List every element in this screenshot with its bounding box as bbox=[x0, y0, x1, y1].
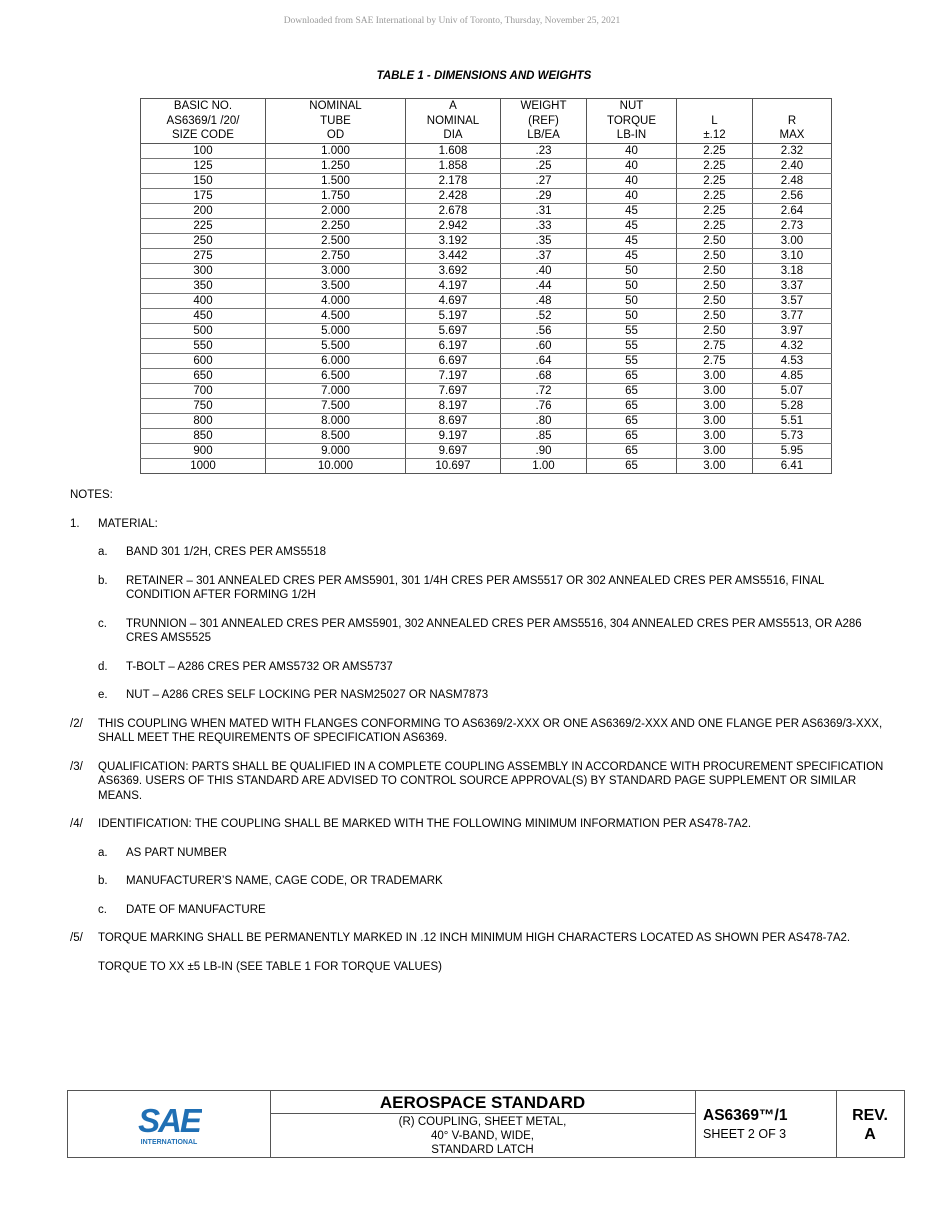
table-row bbox=[141, 338, 832, 353]
table-cell: 50 bbox=[587, 278, 677, 293]
note-number: /4/ bbox=[70, 818, 83, 830]
document-number-cell bbox=[695, 1091, 837, 1157]
table-cell: 8.197 bbox=[406, 398, 501, 413]
title-center-cell bbox=[270, 1091, 696, 1157]
table-cell: 850 bbox=[141, 428, 266, 443]
table-cell: 40 bbox=[587, 158, 677, 173]
table-row bbox=[141, 428, 832, 443]
column-header-line bbox=[677, 99, 752, 114]
note-text: THIS COUPLING WHEN MATED WITH FLANGES CONFORMING TO AS6369/2-XXX OR ONE AS6369/2-XXX AND ONE FLANGE PER AS6369/3-XXX, SHALL MEET THE REQUIREMENTS OF SPECIFICATION AS6369. bbox=[98, 717, 883, 744]
document-number: AS6369™/1 bbox=[703, 1107, 788, 1124]
table-cell: 65 bbox=[587, 443, 677, 458]
table-cell: 3.57 bbox=[753, 293, 832, 308]
table-cell: 700 bbox=[141, 383, 266, 398]
sae-logo-icon bbox=[136, 1102, 202, 1148]
note-subitem bbox=[98, 574, 890, 603]
table-cell: 7.000 bbox=[266, 383, 406, 398]
subitem-text: NUT – A286 CRES SELF LOCKING PER NASM25027 OR NASM7873 bbox=[126, 689, 489, 701]
table-cell: 1.00 bbox=[501, 458, 587, 473]
table-cell: 300 bbox=[141, 263, 266, 278]
standard-heading: AEROSPACE STANDARD bbox=[270, 1091, 695, 1114]
table-cell: 750 bbox=[141, 398, 266, 413]
table-cell: 2.750 bbox=[266, 248, 406, 263]
column-header-line: LB/EA bbox=[527, 129, 560, 141]
note-item bbox=[70, 760, 890, 804]
table-cell: 5.197 bbox=[406, 308, 501, 323]
table-cell: .27 bbox=[501, 173, 587, 188]
table-cell: 65 bbox=[587, 428, 677, 443]
column-header-line: AS6369/1 /20/ bbox=[166, 114, 240, 127]
table-cell: .37 bbox=[501, 248, 587, 263]
table-cell: 5.28 bbox=[753, 398, 832, 413]
column-header bbox=[677, 99, 753, 144]
table-row bbox=[141, 218, 832, 233]
subitem-text: MANUFACTURER’S NAME, CAGE CODE, OR TRADEMARK bbox=[126, 875, 443, 887]
title-block bbox=[67, 1090, 905, 1158]
description-line: 40° V-BAND, WIDE, bbox=[430, 1130, 534, 1142]
subitem-text: TRUNNION – 301 ANNEALED CRES PER AMS5901, 302 ANNEALED CRES PER AMS5516, 304 ANNEALED CRES PER AMS5513, OR A286 CRES AMS5525 bbox=[126, 617, 862, 644]
table-cell: 2.75 bbox=[677, 338, 753, 353]
table-row bbox=[141, 188, 832, 203]
table-cell: 800 bbox=[141, 413, 266, 428]
note-subitem bbox=[98, 617, 890, 646]
column-header bbox=[587, 99, 677, 144]
table-cell: 2.25 bbox=[677, 218, 753, 233]
table-cell: 2.50 bbox=[677, 263, 753, 278]
table-cell: 7.697 bbox=[406, 383, 501, 398]
table-cell: .33 bbox=[501, 218, 587, 233]
table-cell: 10.697 bbox=[406, 458, 501, 473]
table-cell: 2.25 bbox=[677, 173, 753, 188]
column-header-line: TORQUE bbox=[607, 114, 656, 127]
table-cell: 2.25 bbox=[677, 158, 753, 173]
table-cell: 900 bbox=[141, 443, 266, 458]
table-cell: .25 bbox=[501, 158, 587, 173]
table-cell: 3.00 bbox=[677, 458, 753, 473]
subitem-letter: b. bbox=[98, 574, 108, 587]
subitem-text: BAND 301 1/2H, CRES PER AMS5518 bbox=[126, 546, 327, 558]
table-cell: 2.50 bbox=[677, 293, 753, 308]
note-item bbox=[70, 517, 890, 532]
table-cell: 650 bbox=[141, 368, 266, 383]
table-cell: 2.178 bbox=[406, 173, 501, 188]
table-cell: 125 bbox=[141, 158, 266, 173]
table-cell: .48 bbox=[501, 293, 587, 308]
table-cell: 9.197 bbox=[406, 428, 501, 443]
table-row bbox=[141, 203, 832, 218]
column-header bbox=[266, 99, 406, 144]
subitem-letter: d. bbox=[98, 660, 108, 673]
table-cell: 2.50 bbox=[677, 278, 753, 293]
note-number: /2/ bbox=[70, 717, 83, 730]
table-cell: .60 bbox=[501, 338, 587, 353]
table-cell: 250 bbox=[141, 233, 266, 248]
table-cell: 225 bbox=[141, 218, 266, 233]
revision-cell bbox=[836, 1091, 904, 1157]
description-line: STANDARD LATCH bbox=[431, 1144, 534, 1156]
table-cell: 1.250 bbox=[266, 158, 406, 173]
table-cell: .64 bbox=[501, 353, 587, 368]
note-text: MATERIAL: bbox=[98, 517, 158, 530]
table-row bbox=[141, 458, 832, 473]
subitem-letter: a. bbox=[98, 846, 108, 859]
table-cell: 3.000 bbox=[266, 263, 406, 278]
revision-value: A bbox=[864, 1126, 876, 1143]
table-cell: 2.40 bbox=[753, 158, 832, 173]
table-cell: 4.53 bbox=[753, 353, 832, 368]
table-cell: 550 bbox=[141, 338, 266, 353]
table-cell: 4.500 bbox=[266, 308, 406, 323]
table-row bbox=[141, 158, 832, 173]
table-cell: .68 bbox=[501, 368, 587, 383]
table-row bbox=[141, 368, 832, 383]
table-cell: 9.000 bbox=[266, 443, 406, 458]
notes-heading: NOTES: bbox=[70, 489, 113, 501]
subitem-text: DATE OF MANUFACTURE bbox=[126, 903, 266, 916]
note-extra-text: TORQUE TO XX ±5 LB-IN (SEE TABLE 1 FOR TORQUE VALUES) bbox=[98, 960, 442, 973]
column-header-line bbox=[753, 99, 831, 114]
column-header-line: A bbox=[449, 100, 457, 112]
table-row bbox=[141, 293, 832, 308]
table-cell: 6.500 bbox=[266, 368, 406, 383]
note-subitem bbox=[98, 688, 890, 703]
table-cell: 45 bbox=[587, 248, 677, 263]
note-text: QUALIFICATION: PARTS SHALL BE QUALIFIED IN A COMPLETE COUPLING ASSEMBLY IN ACCORDANCE WITH PROCUREMENT SPECIFICATION AS6369. USERS OF THIS STANDARD ARE ADVISED TO CONTROL SOURCE APPROVAL(S) BY STANDARD PAGE SUPPLEMENT OR SIMILAR MEANS. bbox=[98, 760, 884, 802]
note-text: IDENTIFICATION: THE COUPLING SHALL BE MARKED WITH THE FOLLOWING MINIMUM INFORMATION PER AS478-7A2. bbox=[98, 818, 752, 830]
table-cell: 200 bbox=[141, 203, 266, 218]
table-cell: .80 bbox=[501, 413, 587, 428]
table-cell: 2.50 bbox=[677, 233, 753, 248]
table-cell: 45 bbox=[587, 218, 677, 233]
subitem-text: T-BOLT – A286 CRES PER AMS5732 OR AMS5737 bbox=[126, 660, 393, 673]
table-cell: 5.73 bbox=[753, 428, 832, 443]
table-cell: 7.197 bbox=[406, 368, 501, 383]
table-cell: 4.000 bbox=[266, 293, 406, 308]
table-cell: 5.500 bbox=[266, 338, 406, 353]
table-cell: 50 bbox=[587, 308, 677, 323]
table-row bbox=[141, 308, 832, 323]
table-cell: 2.25 bbox=[677, 203, 753, 218]
notes-section bbox=[70, 488, 890, 988]
column-header bbox=[141, 99, 266, 144]
column-header-line: DIA bbox=[443, 129, 463, 141]
table-row bbox=[141, 443, 832, 458]
table-cell: 3.97 bbox=[753, 323, 832, 338]
table-cell: 100 bbox=[141, 143, 266, 158]
table-cell: 3.00 bbox=[677, 428, 753, 443]
table-cell: .44 bbox=[501, 278, 587, 293]
table-cell: 50 bbox=[587, 263, 677, 278]
note-subitem bbox=[98, 903, 890, 918]
table-cell: 3.18 bbox=[753, 263, 832, 278]
table-cell: 6.000 bbox=[266, 353, 406, 368]
table-cell: 2.64 bbox=[753, 203, 832, 218]
table-cell: .31 bbox=[501, 203, 587, 218]
table-cell: 150 bbox=[141, 173, 266, 188]
note-subitem bbox=[98, 545, 890, 560]
table-cell: .23 bbox=[501, 143, 587, 158]
logo-cell bbox=[68, 1091, 271, 1157]
table-row bbox=[141, 173, 832, 188]
table-title: TABLE 1 - DIMENSIONS AND WEIGHTS bbox=[376, 70, 592, 82]
table-cell: 1.500 bbox=[266, 173, 406, 188]
table-cell: 3.00 bbox=[753, 233, 832, 248]
table-cell: 3.00 bbox=[677, 383, 753, 398]
table-cell: 1.858 bbox=[406, 158, 501, 173]
table-cell: 2.75 bbox=[677, 353, 753, 368]
dimensions-table bbox=[140, 98, 832, 474]
table-row bbox=[141, 398, 832, 413]
table-cell: 6.197 bbox=[406, 338, 501, 353]
column-header-line: TUBE bbox=[320, 114, 351, 127]
table-cell: 500 bbox=[141, 323, 266, 338]
table-cell: 2.428 bbox=[406, 188, 501, 203]
subitem-letter: a. bbox=[98, 546, 108, 558]
table-cell: 3.192 bbox=[406, 233, 501, 248]
column-header-line: MAX bbox=[779, 129, 805, 141]
table-cell: 8.500 bbox=[266, 428, 406, 443]
table-cell: 65 bbox=[587, 398, 677, 413]
note-item bbox=[70, 931, 890, 974]
subitem-text: RETAINER – 301 ANNEALED CRES PER AMS5901, 301 1/4H CRES PER AMS5517 OR 302 ANNEALED CRES PER AMS5516, FINAL CONDITION AFTER FORMING 1/2H bbox=[126, 574, 824, 601]
table-cell: 2.250 bbox=[266, 218, 406, 233]
table-cell: 2.48 bbox=[753, 173, 832, 188]
column-header-line: R bbox=[787, 114, 797, 127]
column-header-line: (REF) bbox=[528, 114, 559, 127]
table-cell: 55 bbox=[587, 323, 677, 338]
download-watermark: Downloaded from SAE International by Univ of Toronto, Thursday, November 25, 2021 bbox=[283, 16, 621, 26]
column-header bbox=[501, 99, 587, 144]
table-cell: 10.000 bbox=[266, 458, 406, 473]
note-subitem bbox=[98, 846, 890, 861]
table-cell: 3.692 bbox=[406, 263, 501, 278]
table-row bbox=[141, 323, 832, 338]
note-number: 1. bbox=[70, 517, 80, 530]
table-cell: 2.73 bbox=[753, 218, 832, 233]
table-cell: 55 bbox=[587, 338, 677, 353]
table-header-row bbox=[141, 99, 832, 144]
note-number: /3/ bbox=[70, 760, 83, 773]
table-cell: 2.500 bbox=[266, 233, 406, 248]
table-cell: 8.697 bbox=[406, 413, 501, 428]
table-row bbox=[141, 263, 832, 278]
table-cell: 3.77 bbox=[753, 308, 832, 323]
table-cell: 2.50 bbox=[677, 323, 753, 338]
table-cell: .85 bbox=[501, 428, 587, 443]
table-cell: 1.000 bbox=[266, 143, 406, 158]
table-cell: 275 bbox=[141, 248, 266, 263]
table-cell: .29 bbox=[501, 188, 587, 203]
table-cell: 2.25 bbox=[677, 143, 753, 158]
table-cell: 50 bbox=[587, 293, 677, 308]
table-cell: 40 bbox=[587, 188, 677, 203]
table-cell: 3.500 bbox=[266, 278, 406, 293]
table-cell: 2.56 bbox=[753, 188, 832, 203]
table-cell: 40 bbox=[587, 143, 677, 158]
table-cell: 3.37 bbox=[753, 278, 832, 293]
table-cell: .52 bbox=[501, 308, 587, 323]
table-cell: 4.197 bbox=[406, 278, 501, 293]
table-cell: 450 bbox=[141, 308, 266, 323]
subitem-letter: c. bbox=[98, 617, 107, 630]
column-header-line: OD bbox=[326, 129, 345, 141]
table-row bbox=[141, 248, 832, 263]
note-item bbox=[70, 817, 890, 832]
table-cell: 65 bbox=[587, 368, 677, 383]
column-header-line: L bbox=[711, 114, 718, 127]
column-header bbox=[753, 99, 832, 144]
column-header-line: NUT bbox=[619, 100, 644, 112]
column-header-line: SIZE CODE bbox=[172, 129, 234, 141]
table-cell: 6.41 bbox=[753, 458, 832, 473]
table-cell: 1000 bbox=[141, 458, 266, 473]
standard-description bbox=[270, 1114, 695, 1157]
table-cell: .76 bbox=[501, 398, 587, 413]
note-subitem bbox=[98, 874, 890, 889]
table-cell: 2.50 bbox=[677, 248, 753, 263]
table-cell: 400 bbox=[141, 293, 266, 308]
table-cell: 5.07 bbox=[753, 383, 832, 398]
table-cell: 4.32 bbox=[753, 338, 832, 353]
table-cell: 600 bbox=[141, 353, 266, 368]
table-cell: 3.00 bbox=[677, 413, 753, 428]
column-header-line: NOMINAL bbox=[309, 100, 362, 112]
table-cell: 1.608 bbox=[406, 143, 501, 158]
table-cell: 5.000 bbox=[266, 323, 406, 338]
table-cell: .40 bbox=[501, 263, 587, 278]
column-header-line: ±.12 bbox=[703, 129, 726, 141]
column-header-line: BASIC NO. bbox=[173, 100, 233, 112]
note-text: TORQUE MARKING SHALL BE PERMANENTLY MARKED IN .12 INCH MINIMUM HIGH CHARACTERS LOCATED AS SHOWN PER AS478-7A2. bbox=[98, 932, 851, 944]
table-cell: 2.32 bbox=[753, 143, 832, 158]
table-cell: 3.00 bbox=[677, 443, 753, 458]
table-row bbox=[141, 353, 832, 368]
table-row bbox=[141, 278, 832, 293]
table-row bbox=[141, 233, 832, 248]
table-cell: 3.442 bbox=[406, 248, 501, 263]
table-cell: 1.750 bbox=[266, 188, 406, 203]
table-row bbox=[141, 413, 832, 428]
table-cell: 45 bbox=[587, 203, 677, 218]
column-header-line: WEIGHT bbox=[520, 100, 567, 112]
note-item bbox=[70, 717, 890, 746]
table-cell: 8.000 bbox=[266, 413, 406, 428]
sheet-number: SHEET 2 OF 3 bbox=[703, 1127, 787, 1141]
table-cell: 5.95 bbox=[753, 443, 832, 458]
table-cell: 3.00 bbox=[677, 398, 753, 413]
subitem-text: AS PART NUMBER bbox=[126, 846, 227, 859]
logo-text: SAE bbox=[138, 1102, 200, 1139]
table-cell: .56 bbox=[501, 323, 587, 338]
subitem-letter: c. bbox=[98, 903, 107, 916]
table-cell: 55 bbox=[587, 353, 677, 368]
logo-subtext: INTERNATIONAL bbox=[140, 1139, 198, 1146]
table-cell: 40 bbox=[587, 173, 677, 188]
table-cell: .72 bbox=[501, 383, 587, 398]
note-number: /5/ bbox=[70, 932, 83, 944]
column-header bbox=[406, 99, 501, 144]
table-cell: 4.697 bbox=[406, 293, 501, 308]
table-cell: 2.000 bbox=[266, 203, 406, 218]
table-cell: 4.85 bbox=[753, 368, 832, 383]
subitem-letter: b. bbox=[98, 875, 108, 887]
table-cell: 350 bbox=[141, 278, 266, 293]
table-cell: 5.51 bbox=[753, 413, 832, 428]
subitem-letter: e. bbox=[98, 689, 108, 701]
table-cell: 65 bbox=[587, 458, 677, 473]
table-cell: 5.697 bbox=[406, 323, 501, 338]
table-cell: 45 bbox=[587, 233, 677, 248]
table-cell: 9.697 bbox=[406, 443, 501, 458]
table-cell: 2.25 bbox=[677, 188, 753, 203]
table-cell: .35 bbox=[501, 233, 587, 248]
description-line: (R) COUPLING, SHEET METAL, bbox=[398, 1116, 567, 1128]
table-cell: 3.10 bbox=[753, 248, 832, 263]
table-cell: 2.50 bbox=[677, 308, 753, 323]
table-row bbox=[141, 143, 832, 158]
table-cell: 7.500 bbox=[266, 398, 406, 413]
table-cell: 175 bbox=[141, 188, 266, 203]
table-row bbox=[141, 383, 832, 398]
revision-label: REV. bbox=[852, 1107, 888, 1124]
table-cell: 65 bbox=[587, 383, 677, 398]
table-cell: 65 bbox=[587, 413, 677, 428]
table-cell: 6.697 bbox=[406, 353, 501, 368]
column-header-line: NOMINAL bbox=[426, 114, 480, 127]
note-subitem bbox=[98, 660, 890, 675]
table-cell: .90 bbox=[501, 443, 587, 458]
table-cell: 2.678 bbox=[406, 203, 501, 218]
column-header-line: LB-IN bbox=[616, 129, 647, 141]
table-cell: 3.00 bbox=[677, 368, 753, 383]
table-cell: 2.942 bbox=[406, 218, 501, 233]
